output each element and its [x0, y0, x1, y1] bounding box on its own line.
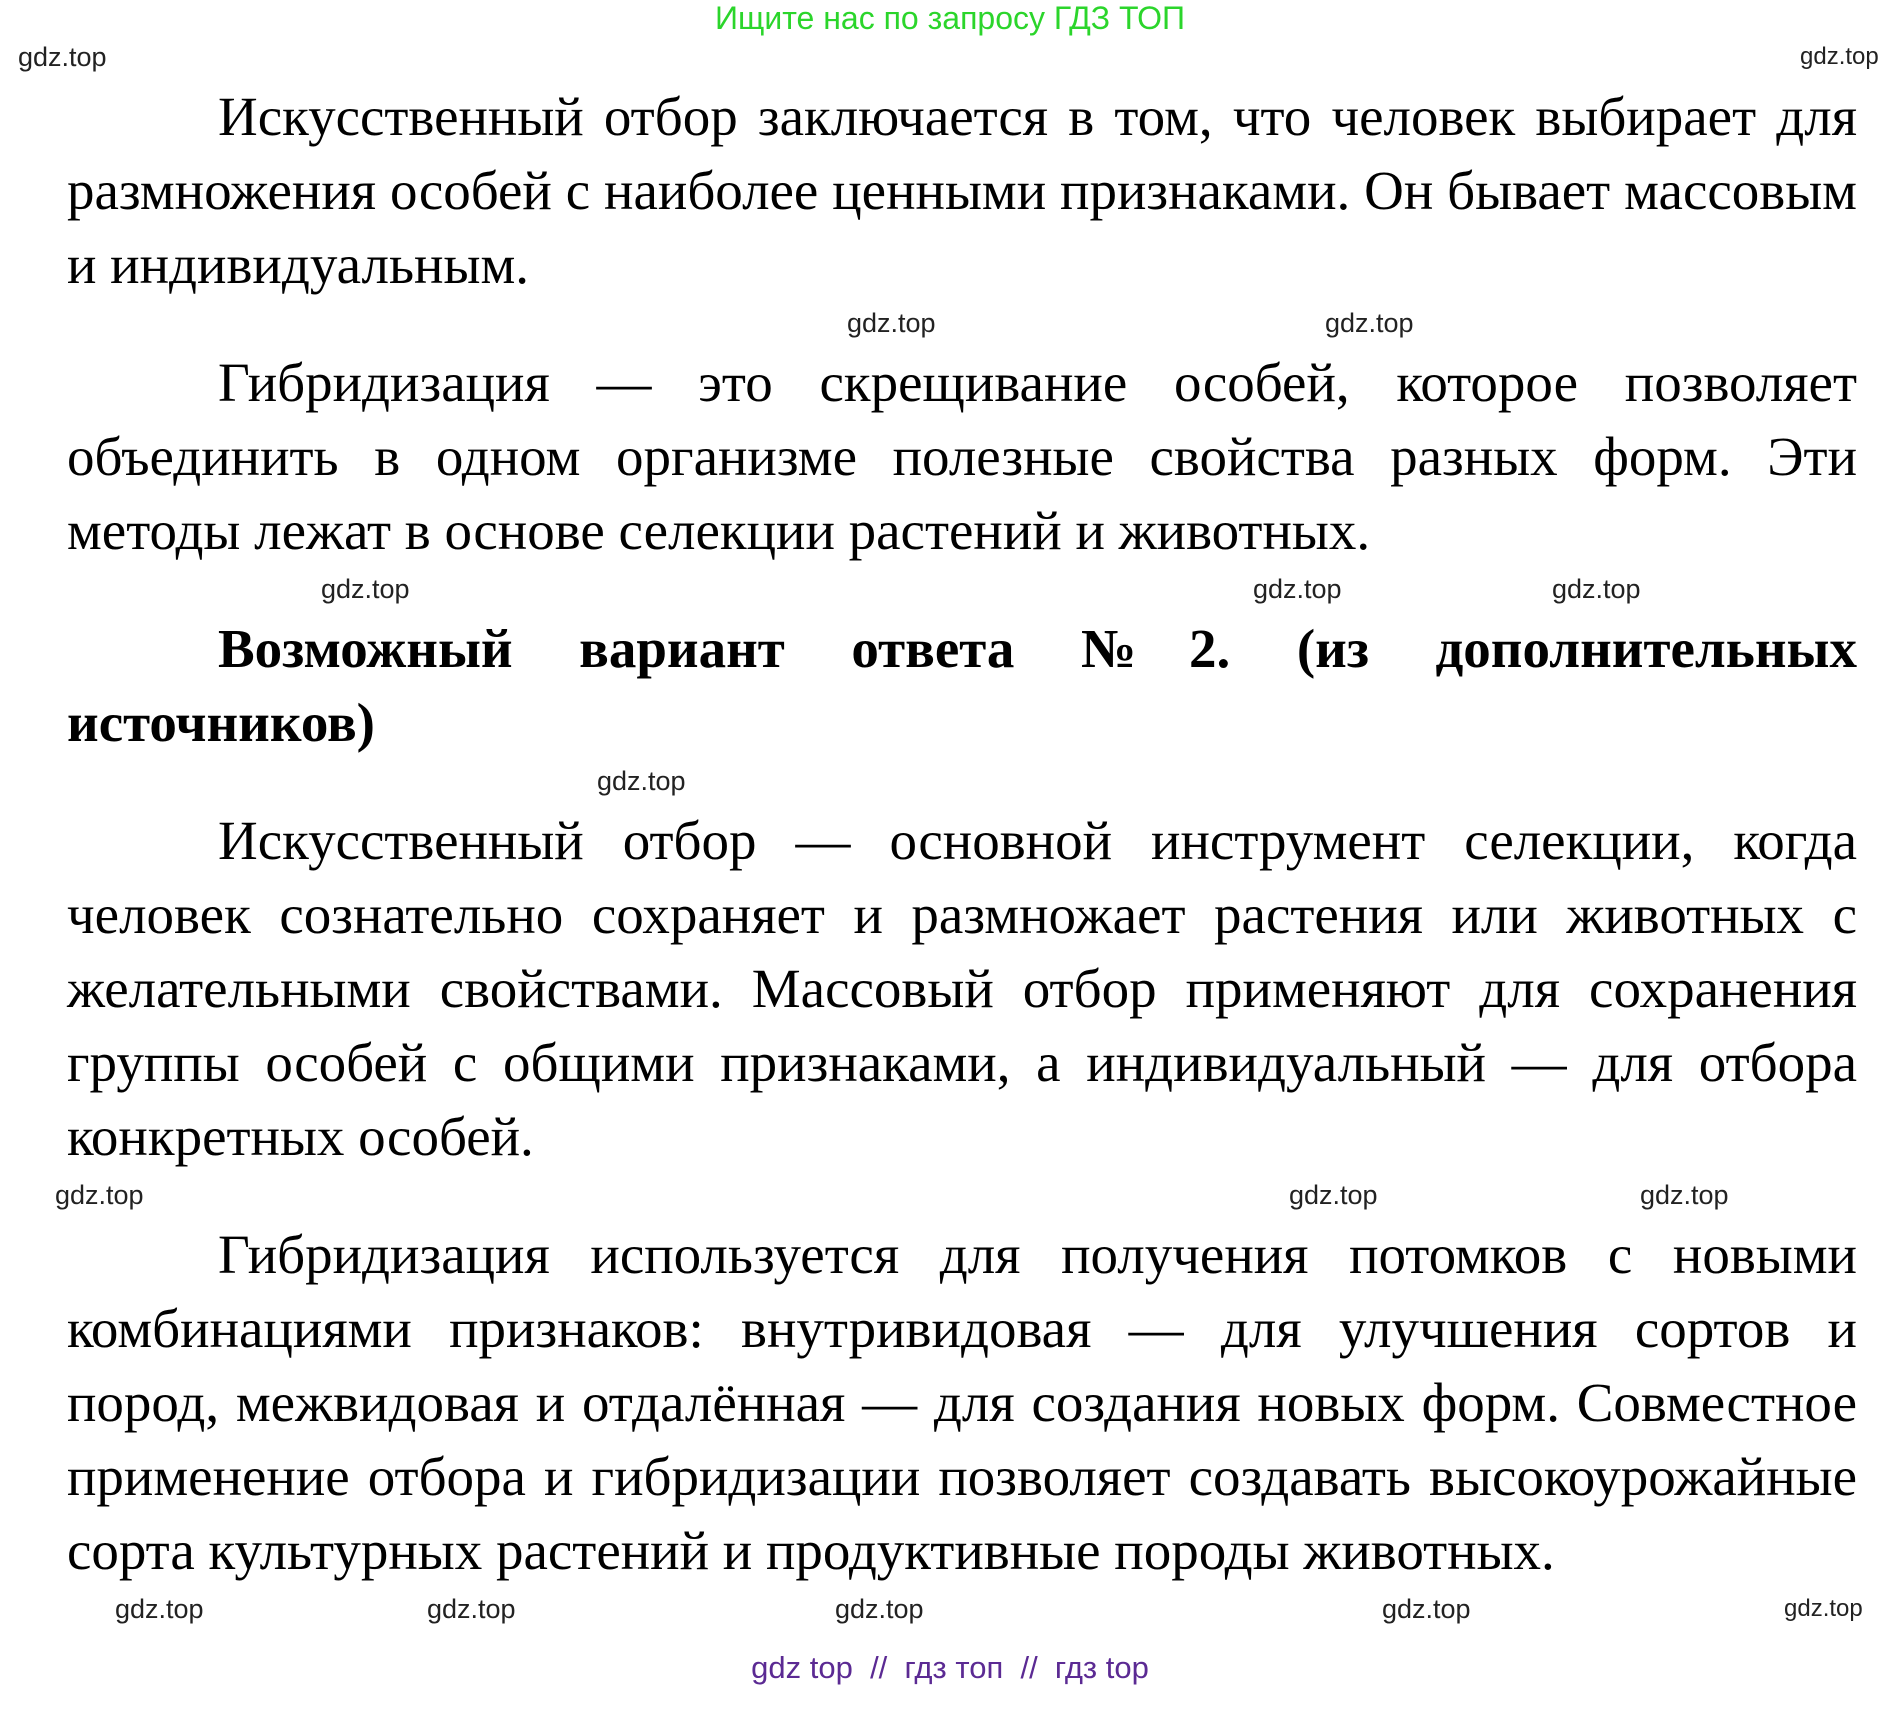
paragraph-hybridization: Гибридизация — это скрещивание особей, которое позволяет объединить в одном организме полезные свойства разных форм. Эти методы лежат в основе селекции растений и животных.	[67, 352, 1857, 561]
watermark: gdz.top	[18, 42, 107, 72]
watermark: gdz.top	[115, 1594, 204, 1624]
watermark: gdz.top	[1552, 574, 1641, 604]
watermark: gdz.top	[847, 308, 936, 338]
watermark: gdz.top	[1253, 574, 1342, 604]
watermark: gdz.top	[1289, 1180, 1378, 1210]
watermark: gdz.top	[1640, 1180, 1729, 1210]
watermark-row	[0, 766, 1900, 798]
search-banner: Ищите нас по запросу ГДЗ ТОП	[715, 0, 1185, 36]
watermark-row	[0, 308, 1900, 340]
watermark: gdz.top	[427, 1594, 516, 1624]
watermark-row	[0, 42, 1900, 74]
watermark: gdz.top	[835, 1594, 924, 1624]
watermark-row	[0, 1594, 1900, 1626]
watermark: gdz.top	[597, 766, 686, 796]
paragraph-artificial-selection-2: Искусственный отбор — основной инструмент селекции, когда человек сознательно сохраняет и размножает растения или животных с желательными свойствами. Массовый отбор применяют для сохранения группы особей с общими признаками, а индивидуальный — для отбора конкретных особей.	[67, 810, 1857, 1167]
watermark-row	[0, 1180, 1900, 1212]
answer-variant-heading: Возможный вариант ответа №2. (из дополнительных источников)	[67, 618, 1857, 753]
watermark: gdz.top	[321, 574, 410, 604]
watermark: gdz.top	[1382, 1594, 1471, 1624]
watermark-row	[0, 574, 1900, 606]
watermark: gdz.top	[55, 1180, 144, 1210]
paragraph-hybridization-2: Гибридизация используется для получения потомков с новыми комбинациями признаков: внутривидовая — для улучшения сортов и пород, межвидовая и отдалённая — для создания новых форм. Совместное применение отбора и гибридизации позволяет создавать высокоурожайные сорта культурных растений и продуктивные породы животных.	[67, 1224, 1857, 1581]
watermark: gdz.top	[1325, 308, 1414, 338]
watermark: gdz.top	[1800, 43, 1879, 70]
footer-watermark: gdz top // гдз топ // гдз top	[751, 1650, 1149, 1685]
watermark: gdz.top	[1784, 1595, 1863, 1622]
paragraph-artificial-selection: Искусственный отбор заключается в том, что человек выбирает для размножения особей с наиболее ценными признаками. Он бывает массовым и индивидуальным.	[67, 86, 1857, 295]
